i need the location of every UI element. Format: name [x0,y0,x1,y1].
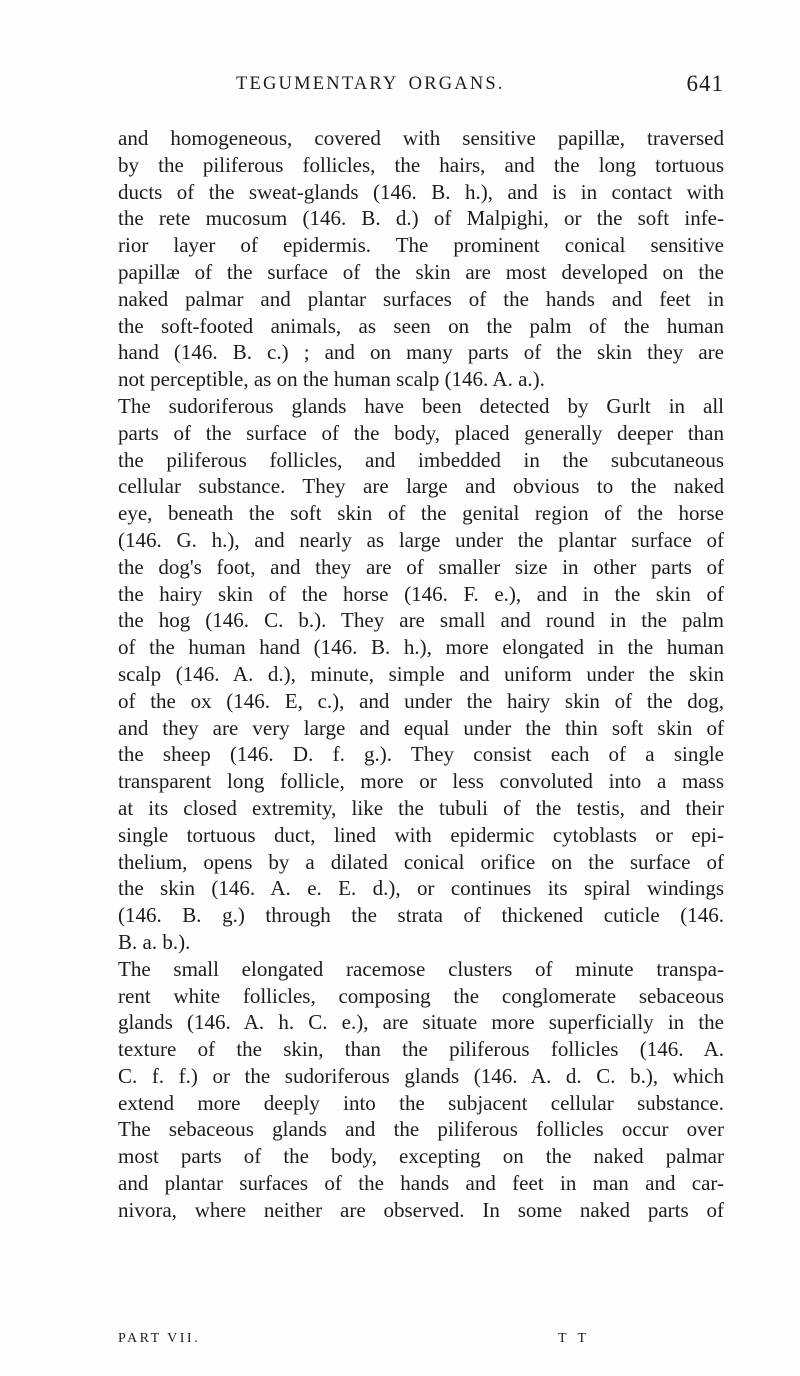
text-line: scalp (146. A. d.), minute, simple and uniform under the skin [118,661,724,686]
text-line: texture of the skin, than the piliferous follicles (146. A. [118,1037,724,1062]
text-line: (146. B. g.) through the strata of thickened cuticle (146. [118,903,724,928]
running-head [118,71,724,104]
page-footer [118,1331,724,1355]
text-line: The small elongated racemose clusters of minute transpa- [118,956,724,981]
text-line: parts of the surface of the body, placed generally deeper than [118,420,724,445]
text-line: of the human hand (146. B. h.), more elongated in the human [118,635,724,660]
text-line: rior layer of epidermis. The prominent conical sensitive [118,233,724,258]
body-text [118,125,724,1224]
text-line: rent white follicles, composing the conglomerate sebaceous [118,983,724,1008]
text-line: and homogeneous, covered with sensitive papillæ, traversed [118,126,724,150]
text-line: ducts of the sweat-glands (146. B. h.), and is in contact with [118,179,724,204]
text-line: the soft-footed animals, as seen on the palm of the human [118,313,724,338]
text-line: the skin (146. A. e. E. d.), or continues its spiral windings [118,876,724,901]
text-line: naked palmar and plantar surfaces of the hands and feet in [118,286,724,311]
text-line: The sebaceous glands and the piliferous follicles occur over [118,1117,724,1142]
text-line: eye, beneath the soft skin of the genital region of the horse [118,501,724,526]
text-line: papillæ of the surface of the skin are most developed on the [118,259,724,284]
text-line: transparent long follicle, more or less convoluted into a mass [118,769,724,794]
text-line: extend more deeply into the subjacent cellular substance. [118,1090,724,1115]
text-line: nivora, where neither are observed. In some naked parts of [118,1197,724,1222]
text-line: glands (146. A. h. C. e.), are situate more superficially in the [118,1010,724,1035]
text-line: C. f. f.) or the sudoriferous glands (146. A. d. C. b.), which [118,1063,724,1088]
text-line: and they are very large and equal under the thin soft skin of [118,715,724,740]
text-line: by the piliferous follicles, the hairs, and the long tortuous [118,152,724,177]
text-line: at its closed extremity, like the tubuli of the testis, and their [118,795,724,820]
text-line: The sudoriferous glands have been detected by Gurlt in all [118,393,724,418]
text-line: B. a. b.). [118,929,191,954]
text-line: not perceptible, as on the human scalp (146. A. a.). [118,367,545,392]
text-line: thelium, opens by a dilated conical orifice on the surface of [118,849,724,874]
text-line: (146. G. h.), and nearly as large under the plantar surface of [118,527,724,552]
text-line: the hairy skin of the horse (146. F. e.), and in the skin of [118,581,724,606]
signature-letters: T T [558,1331,591,1346]
signature-mark: PART VII. [118,1331,201,1346]
text-line: the dog's foot, and they are of smaller size in other parts of [118,554,724,579]
text-line: and plantar surfaces of the hands and feet in man and car- [118,1171,724,1196]
text-line: the sheep (146. D. f. g.). They consist each of a single [118,742,724,767]
text-line: single tortuous duct, lined with epidermic cytoblasts or epi- [118,822,724,847]
running-title: TEGUMENTARY ORGANS. [236,74,505,94]
text-line: the piliferous follicles, and imbedded in the subcutaneous [118,447,724,472]
text-line: hand (146. B. c.) ; and on many parts of the skin they are [118,340,724,365]
page-number: 641 [686,71,724,96]
text-line: the hog (146. C. b.). They are small and round in the palm [118,608,724,633]
text-line: of the ox (146. E, c.), and under the hairy skin of the dog, [118,688,724,713]
text-line: most parts of the body, excepting on the naked palmar [118,1144,724,1169]
text-line: cellular substance. They are large and obvious to the naked [118,474,724,499]
text-line: the rete mucosum (146. B. d.) of Malpighi, or the soft infe- [118,206,724,231]
